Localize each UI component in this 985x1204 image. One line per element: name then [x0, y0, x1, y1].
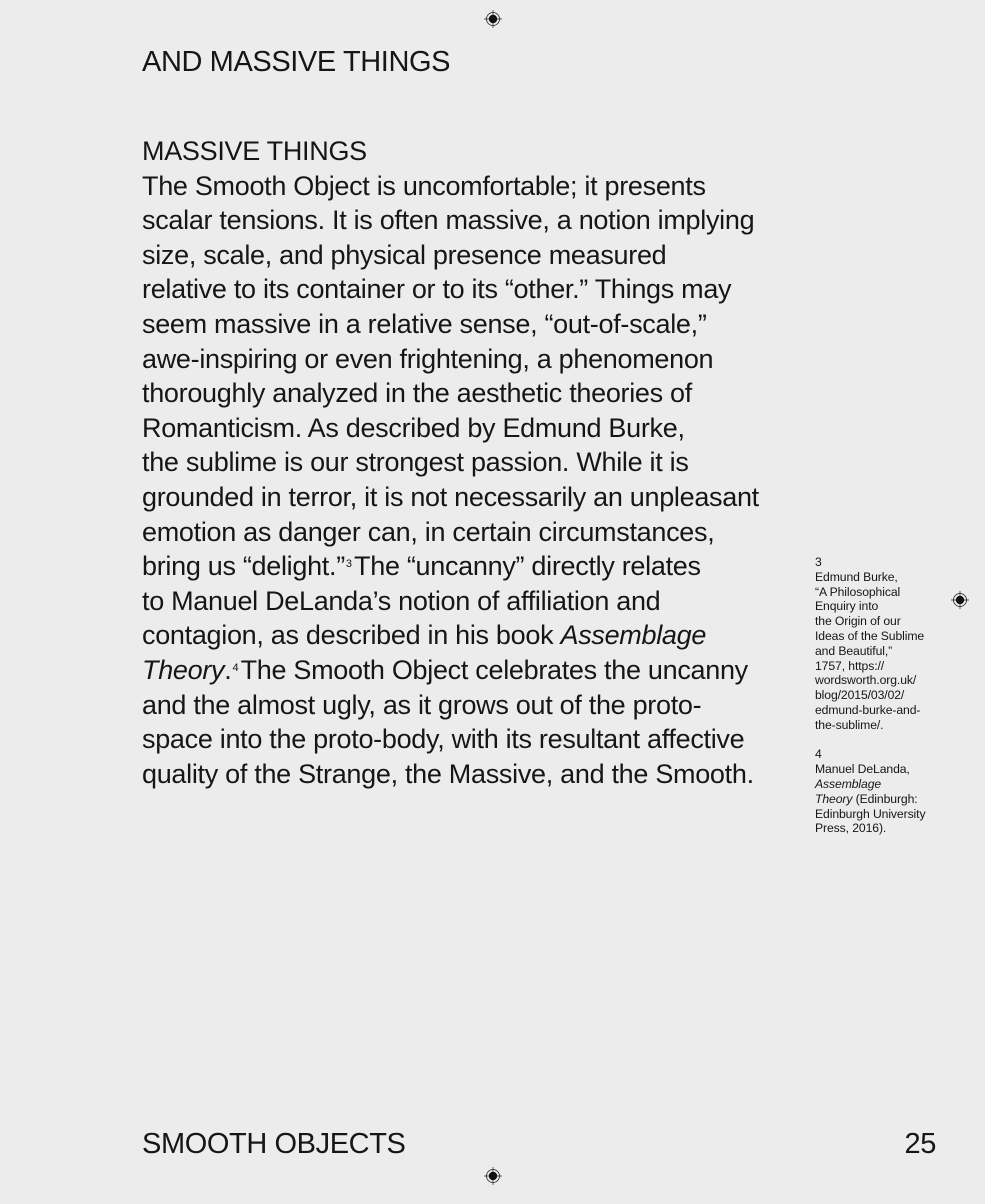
registration-mark-top-icon — [484, 10, 502, 28]
text-line — [142, 618, 812, 653]
footnote-line — [815, 792, 975, 807]
footnote-url-line[interactable]: edmund-burke-and- — [815, 702, 921, 717]
text-segment: . — [224, 654, 232, 685]
text-line: quality of the Strange, the Massive, and the Smooth. — [142, 758, 754, 789]
text-line: size, scale, and physical presence measured — [142, 239, 667, 270]
text-line: The Smooth Object is uncomfortable; it presents — [142, 170, 706, 201]
footnote-line: “A Philosophical — [815, 584, 901, 599]
footnote-4 — [815, 747, 975, 836]
text-line: to Manuel DeLanda’s notion of affiliation and — [142, 585, 661, 616]
text-segment: bring us “delight.” — [142, 551, 345, 582]
text-line: emotion as danger can, in certain circumstances, — [142, 516, 715, 547]
running-head: AND MASSIVE THINGS — [142, 46, 451, 78]
footnote-line — [815, 777, 975, 792]
footnote-line: Manuel DeLanda, — [815, 762, 910, 777]
footnote-ref-3[interactable]: 3 — [345, 558, 353, 571]
registration-mark-bottom-icon — [484, 1167, 502, 1185]
footnote-3 — [815, 555, 975, 733]
text-line: awe-inspiring or even frightening, a phenomenon — [142, 343, 714, 374]
text-line: space into the proto-body, with its resultant affective — [142, 724, 745, 755]
text-line: grounded in terror, it is not necessarily an unpleasant — [142, 481, 759, 512]
text-line: the sublime is our strongest passion. While it is — [142, 447, 689, 478]
footnote-line: Edinburgh University — [815, 806, 926, 821]
footnote-url-line[interactable]: 1757, https:// — [815, 658, 885, 673]
text-line: and the almost ugly, as it grows out of the proto- — [142, 689, 702, 720]
page-number: 25 — [904, 1128, 936, 1160]
text-line — [142, 549, 812, 584]
footnote-number: 4 — [815, 747, 822, 762]
text-line: relative to its container or to its “other.” Things may — [142, 274, 732, 305]
text-line: scalar tensions. It is often massive, a notion implying — [142, 205, 755, 236]
section-heading: MASSIVE THINGS — [142, 136, 367, 166]
footnote-number: 3 — [815, 555, 822, 569]
text-line: thoroughly analyzed in the aesthetic theories of — [142, 378, 692, 409]
book-title-italic: Assemblage — [560, 620, 707, 651]
footnote-line: Enquiry into — [815, 599, 879, 614]
footnote-url-line[interactable]: wordsworth.org.uk/ — [815, 673, 917, 688]
footnote-line: and Beautiful,” — [815, 643, 893, 658]
footnote-line: Press, 2016). — [815, 821, 887, 836]
book-title-italic: Theory — [142, 654, 225, 685]
text-segment: The Smooth Object celebrates the uncanny — [240, 654, 748, 685]
book-title-italic: Theory — [815, 791, 853, 806]
text-line: Romanticism. As described by Edmund Burke, — [142, 412, 685, 443]
footnote-line: Edmund Burke, — [815, 569, 898, 584]
footnote-url-line[interactable]: blog/2015/03/02/ — [815, 688, 905, 703]
body-text — [142, 134, 812, 791]
footnote-line: Ideas of the Sublime — [815, 628, 925, 643]
text-segment: (Edinburgh: — [852, 791, 918, 806]
text-segment: contagion, as described in his book — [142, 620, 561, 651]
footnotes-sidebar — [815, 555, 975, 851]
book-title-italic: Assemblage — [815, 776, 882, 791]
text-line: seem massive in a relative sense, “out-of-scale,” — [142, 308, 707, 339]
footnote-url-line[interactable]: the-sublime/. — [815, 717, 884, 732]
footer-book-title: SMOOTH OBJECTS — [142, 1128, 406, 1160]
footnote-ref-4[interactable]: 4 — [232, 661, 239, 674]
footnote-line: the Origin of our — [815, 614, 901, 629]
text-segment: The “uncanny” directly relates — [354, 551, 701, 582]
text-line — [142, 653, 812, 688]
